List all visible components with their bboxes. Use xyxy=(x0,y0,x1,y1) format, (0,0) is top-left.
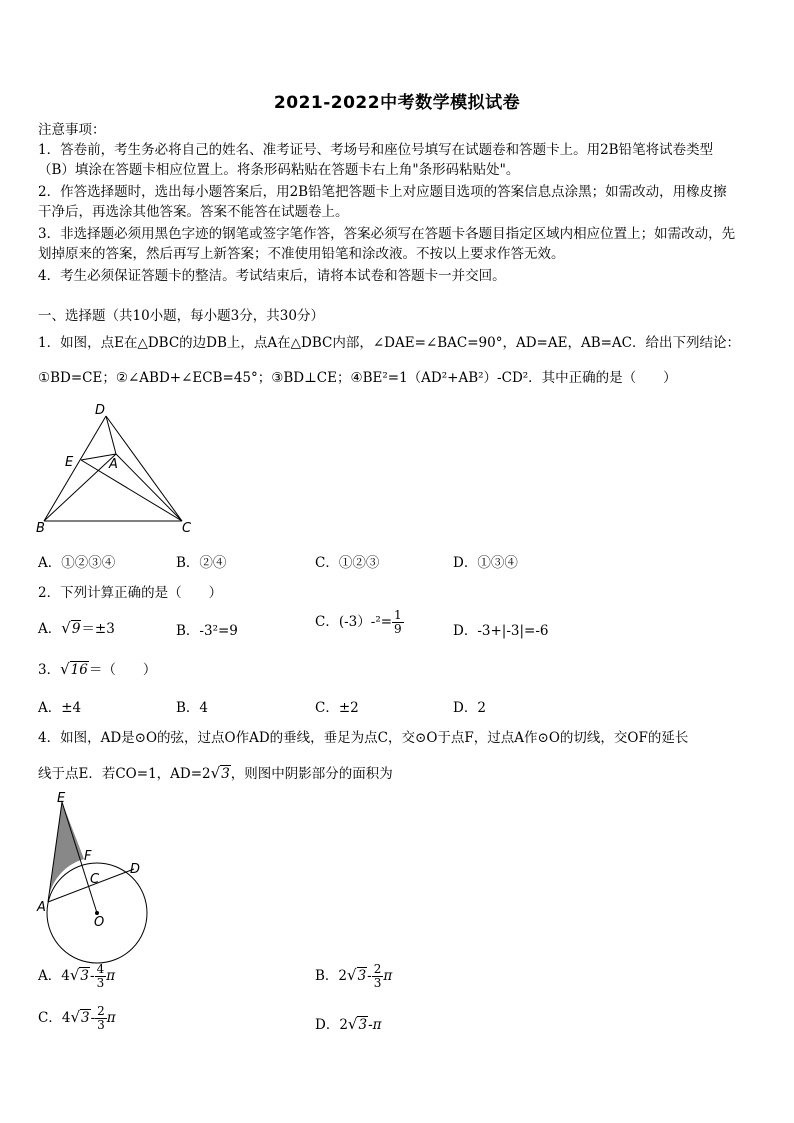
notice-line: 1．答卷前，考生务必将自己的姓名、准考证号、考场号和座位号填写在试题卷和答题卡上。用2B铅笔将试卷类型 xyxy=(38,142,714,158)
q2-option-c[interactable] xyxy=(315,609,404,636)
q4-option-c[interactable] xyxy=(38,1005,116,1032)
option-value: ＝±3 xyxy=(81,621,115,637)
denominator: 9 xyxy=(394,622,402,636)
q4-figure xyxy=(34,790,164,965)
q3-option-a[interactable] xyxy=(38,696,81,716)
minus-sign: - xyxy=(90,968,95,984)
option-key: B． xyxy=(176,700,200,716)
option-tail: -π xyxy=(368,1017,382,1033)
option-key: A． xyxy=(38,700,62,716)
sqrt-expression: √9 xyxy=(61,619,81,637)
fraction xyxy=(392,609,404,636)
q4-stem-line2 xyxy=(38,763,393,784)
option-value: ±4 xyxy=(61,700,82,716)
q1-s1: BD=CE； xyxy=(50,370,116,386)
sqrt-expression: √3 xyxy=(210,764,230,782)
numerator: 2 xyxy=(97,1004,105,1018)
option-key: D． xyxy=(315,1017,340,1033)
q4-label-a: A xyxy=(37,900,46,915)
coefficient: 4 xyxy=(61,1010,71,1026)
q3-option-c[interactable] xyxy=(315,696,359,716)
notice-line: 划掉原来的答案，然后再写上新答案；不准使用铅笔和涂改液。不按以上要求作答无效。 xyxy=(38,246,565,262)
option-key: C． xyxy=(315,555,339,571)
denominator: 3 xyxy=(373,976,382,990)
q2-stem: 2．下列计算正确的是（ ） xyxy=(38,585,223,601)
option-value: ①②③④ xyxy=(61,555,116,571)
option-key: B． xyxy=(315,968,339,984)
q4-label-e: E xyxy=(57,791,66,806)
q4-stem-line1: 4．如图，AD是⊙O的弦，过点O作AD的垂线，垂足为点C，交⊙O于点F，过点A作⊙O的切线，交OF的延长 xyxy=(38,730,689,746)
option-key: C． xyxy=(315,614,339,630)
pi-symbol: π xyxy=(106,1010,116,1026)
q1-conclusions xyxy=(38,368,677,388)
option-value: -3+|-3|=-6 xyxy=(477,623,549,639)
q1-s2: ∠ABD+∠ECB=45°； xyxy=(127,370,272,386)
numerator: 2 xyxy=(373,962,382,976)
radicand: 3 xyxy=(80,968,89,984)
q1-option-a[interactable] xyxy=(38,551,115,571)
option-key: D． xyxy=(453,623,478,639)
radicand: 16 xyxy=(70,662,88,678)
option-key: B． xyxy=(176,623,200,639)
q4-option-b[interactable] xyxy=(315,963,392,990)
radicand: 3 xyxy=(358,1017,368,1033)
sqrt-expression: √3 xyxy=(347,966,367,984)
coefficient: 2 xyxy=(338,968,348,984)
option-key: D． xyxy=(453,700,478,716)
q1-label-a: A xyxy=(109,457,118,472)
notice-line: （B）填涂在答题卡相应位置上。将条形码粘贴在答题卡右上角"条形码粘贴处"。 xyxy=(38,162,520,178)
fraction xyxy=(372,963,384,990)
q4-option-d[interactable] xyxy=(315,1013,382,1033)
q1-option-b[interactable] xyxy=(176,551,226,571)
option-key: B． xyxy=(176,555,200,571)
q3-stem xyxy=(38,659,156,680)
radicand: 3 xyxy=(221,766,230,782)
numerator: 1 xyxy=(394,608,402,622)
option-key: A． xyxy=(38,968,62,984)
denominator: 3 xyxy=(96,976,105,990)
q1-s3: BD⊥CE； xyxy=(283,370,351,386)
option-value: 2 xyxy=(477,700,486,716)
sqrt-expression: √3 xyxy=(347,1015,368,1033)
q1-c1: ① xyxy=(38,370,51,386)
q3-number: 3． xyxy=(38,662,61,678)
q4-label-d: D xyxy=(130,862,141,877)
sqrt-expression: √3 xyxy=(70,1008,90,1026)
option-key: C． xyxy=(38,1010,62,1026)
fraction xyxy=(95,963,107,990)
notice-line: 干净后，再选涂其他答案。答案不能答在试题卷上。 xyxy=(38,204,349,220)
sqrt-expression: √16 xyxy=(60,660,88,678)
option-key: C． xyxy=(315,700,339,716)
q2-option-a[interactable] xyxy=(38,617,115,637)
q1-option-c[interactable] xyxy=(315,551,379,571)
q1-c4: ④ xyxy=(350,370,363,386)
q2-option-b[interactable] xyxy=(176,619,238,639)
radicand: 9 xyxy=(71,621,81,637)
option-key: D． xyxy=(453,555,478,571)
notice-line: 4．考生必须保证答题卡的整洁。考试结束后，请将本试卷和答题卡一并交回。 xyxy=(38,268,506,284)
option-value: ②④ xyxy=(199,555,227,571)
q4-label-o: O xyxy=(94,915,105,930)
q1-s4: BE²=1（AD²+AB²）-CD²．其中正确的是（ ） xyxy=(362,370,677,386)
page-title: 2021-2022中考数学模拟试卷 xyxy=(273,93,521,113)
section-heading: 一、选择题（共10小题，每小题3分，共30分） xyxy=(38,308,324,324)
q4-option-a[interactable] xyxy=(38,963,115,990)
option-value: 4 xyxy=(199,700,209,716)
numerator: 4 xyxy=(96,962,105,976)
q1-label-b: B xyxy=(36,521,45,536)
q3-option-d[interactable] xyxy=(453,696,486,716)
pi-symbol: π xyxy=(106,968,116,984)
q1-c3: ③ xyxy=(271,370,284,386)
q3-option-b[interactable] xyxy=(176,696,208,716)
option-value: ①③④ xyxy=(477,555,518,571)
q4-label-c: C xyxy=(90,872,100,887)
notice-line: 3．非选择题必须用黑色字迹的钢笔或签字笔作答，答案必须写在答题卡各题目指定区域内相应位置上；如需改动，先 xyxy=(38,226,736,242)
q1-label-c: C xyxy=(182,521,192,536)
q3-stem-tail: ＝（ ） xyxy=(88,662,157,678)
option-key: A． xyxy=(38,555,62,571)
q1-figure xyxy=(34,400,204,540)
option-value: ①②③ xyxy=(338,555,380,571)
coefficient: 2 xyxy=(339,1017,348,1033)
pi-symbol: π xyxy=(383,968,393,984)
q1-label-e: E xyxy=(65,455,74,470)
fraction xyxy=(95,1005,107,1032)
radicand: 3 xyxy=(81,1010,90,1026)
q4-text: 线于点E．若CO=1，AD=2 xyxy=(38,766,211,782)
q2-option-d[interactable] xyxy=(453,619,549,639)
option-value: -3²=9 xyxy=(199,623,238,639)
q1-option-d[interactable] xyxy=(453,551,518,571)
q4-label-f: F xyxy=(84,849,92,864)
q1-c2: ② xyxy=(115,370,128,386)
notice-line: 2．作答选择题时，选出每小题答案后，用2B铅笔把答题卡上对应题目选项的答案信息点涂黑；如需改动，用橡皮擦 xyxy=(38,184,727,200)
minus-sign: - xyxy=(367,968,372,984)
q1-stem: 1．如图，点E在△DBC的边DB上，点A在△DBC内部，∠DAE=∠BAC=90°，AD=AE，AB=AC．给出下列结论： xyxy=(38,335,740,351)
notice-heading: 注意事项： xyxy=(38,122,106,138)
coefficient: 4 xyxy=(61,968,70,984)
option-value: ±2 xyxy=(338,700,359,716)
option-value: (-3）-²= xyxy=(338,614,393,630)
denominator: 3 xyxy=(97,1018,105,1032)
option-key: A． xyxy=(38,621,62,637)
q1-label-d: D xyxy=(95,403,106,418)
minus-sign: - xyxy=(90,1010,96,1026)
sqrt-expression: √3 xyxy=(69,966,89,984)
q4-text: ，则图中阴影部分的面积为 xyxy=(230,766,393,782)
radicand: 3 xyxy=(357,968,367,984)
